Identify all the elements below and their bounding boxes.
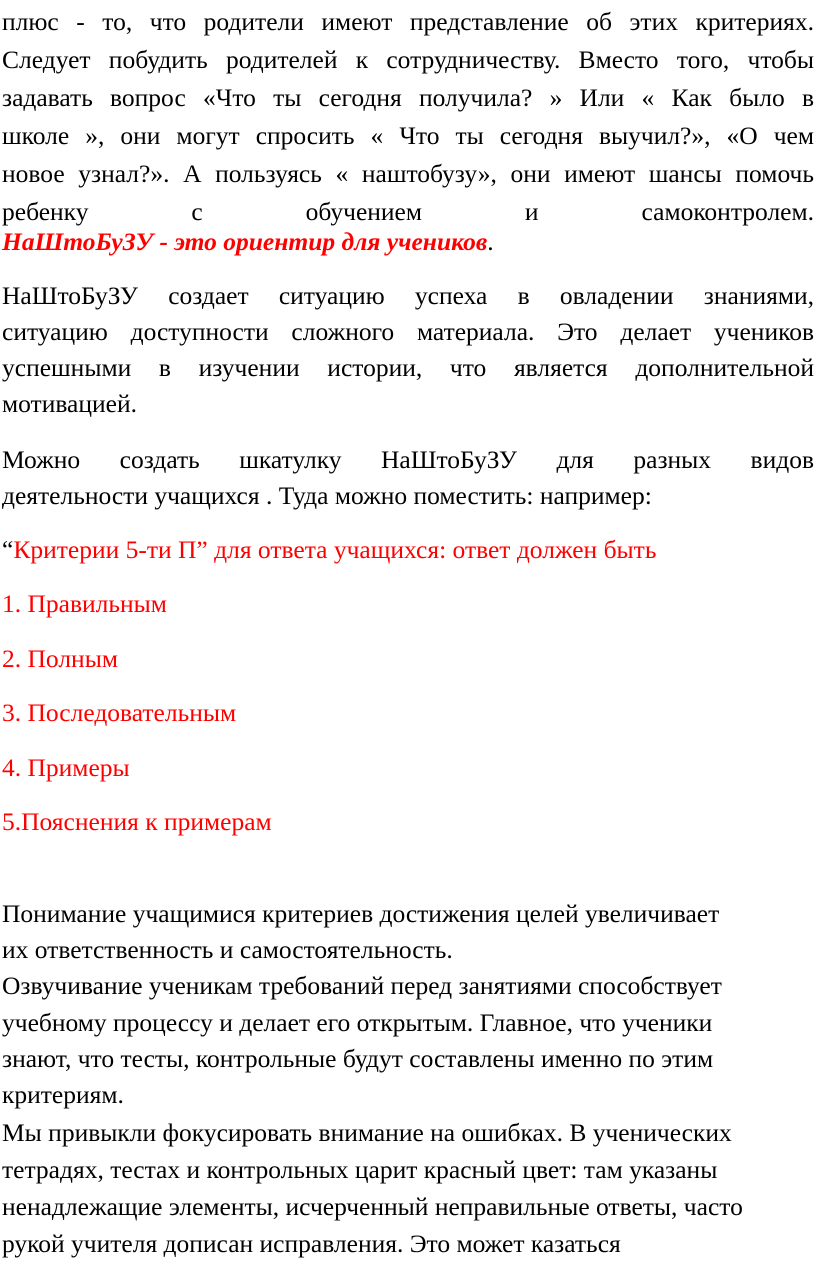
paragraph-line: новое узнал?». А пользуясь « наштобузу», они имеют шансы помочь (2, 159, 814, 188)
criteria-item: 4. Примеры (2, 753, 130, 782)
paragraph-line: задавать вопрос «Что ты сегодня получила? » Или « Как было в (2, 83, 814, 112)
highlight-line (2, 224, 814, 260)
closing-line: тетрадях, тестах и контрольных царит красный цвет: там указаны (2, 1155, 718, 1184)
closing-line: Понимание учащимися критериев достижения целей увеличивает (2, 899, 720, 928)
highlight-text: НаШтоБуЗУ - это ориентир для учеников (2, 227, 488, 256)
paragraph-line: школе », они могут спросить « Что ты сегодня выучил?», «О чем (2, 121, 814, 150)
criteria-item: 1. Правильным (2, 589, 167, 618)
paragraph-line: успешными в изучении истории, что является дополнительной (2, 353, 814, 382)
paragraph-line: Следует побудить родителей к сотрудничеству. Вместо того, чтобы (2, 45, 814, 74)
criteria-heading-text: Критерии 5-ти П” для ответа учащихся: ответ должен быть (13, 535, 657, 564)
paragraph-line: деятельности учащихся . Туда можно поместить: например: (2, 481, 652, 510)
paragraph-line: Можно создать шкатулку НаШтоБуЗУ для разных видов (2, 445, 814, 474)
closing-line: ненадлежащие элементы, исчерченный неправильные ответы, часто (2, 1192, 743, 1221)
closing-line: Озвучивание ученикам требований перед занятиями способствует (2, 971, 722, 1000)
closing-line: учебному процессу и делает его открытым. Главное, что ученики (2, 1008, 713, 1037)
open-quote: “ (2, 535, 14, 564)
criteria-heading (2, 532, 814, 568)
paragraph-line: НаШтоБуЗУ создает ситуацию успеха в овладении знаниями, (2, 281, 814, 310)
paragraph-line: ситуацию доступности сложного материала. Это делает учеников (2, 317, 814, 346)
closing-line: их ответственность и самостоятельность. (2, 935, 453, 964)
closing-line: рукой учителя дописан исправления. Это может казаться (2, 1229, 621, 1258)
highlight-period: . (487, 227, 494, 256)
paragraph-line: мотивацией. (2, 389, 137, 418)
criteria-item: 5.Пояснения к примерам (2, 807, 272, 836)
paragraph-line: плюс - то, что родители имеют представление об этих критериях. (2, 7, 814, 36)
closing-line: знают, что тесты, контрольные будут составлены именно по этим (2, 1044, 714, 1073)
closing-line: критериям. (2, 1080, 124, 1109)
criteria-item: 2. Полным (2, 644, 118, 673)
paragraph-line: ребенку с обучением и самоконтролем. (2, 197, 814, 226)
criteria-item: 3. Последовательным (2, 698, 237, 727)
closing-line: Мы привыкли фокусировать внимание на ошибках. В ученических (2, 1118, 732, 1147)
